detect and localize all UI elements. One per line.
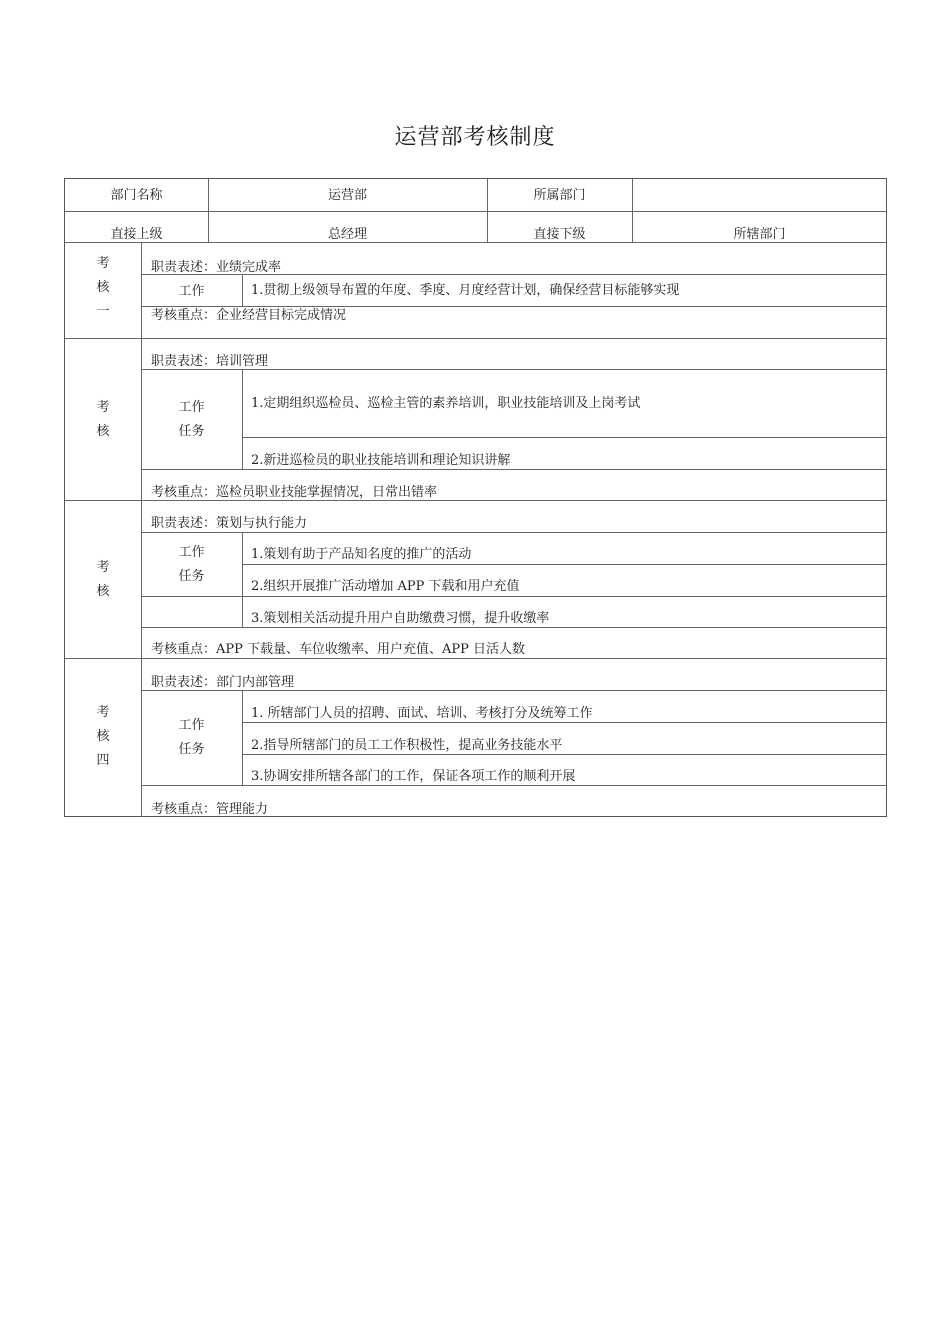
section-3-focus: 考核重点：APP 下载量、车位收缴率、用户充值、APP 日活人数 <box>151 642 526 657</box>
section-label-char: 考 <box>96 256 110 271</box>
section-4-task-label <box>141 714 242 762</box>
col-divider <box>242 690 243 785</box>
row-divider <box>242 437 887 438</box>
row-divider <box>141 627 887 628</box>
col-divider <box>632 179 633 242</box>
row-divider <box>141 306 887 307</box>
task-label-line: 任务 <box>178 742 205 757</box>
section-2-duty: 职责表述：培训管理 <box>151 354 269 369</box>
row-divider <box>65 242 887 243</box>
section-label-char: 一 <box>96 304 110 319</box>
task-label-line: 工作 <box>178 545 205 560</box>
section-1-focus: 考核重点：企业经营目标完成情况 <box>151 308 347 323</box>
section-divider <box>65 658 887 659</box>
task-label-line: 任务 <box>178 424 205 439</box>
direct-superior-label: 直接上级 <box>110 227 163 242</box>
row-divider <box>141 369 887 370</box>
col-divider <box>208 179 209 242</box>
section-label-char: 四 <box>96 753 110 768</box>
assessment-table <box>64 178 887 817</box>
row-divider <box>242 754 887 755</box>
task-label-line: 工作 <box>178 718 205 733</box>
section-4-focus: 考核重点：管理能力 <box>151 802 269 817</box>
section-3-task-1: 1.策划有助于产品知名度的推广的活动 <box>251 547 472 562</box>
section-1-label <box>65 252 141 324</box>
section-2-task-2: 2.新进巡检员的职业技能培训和理论知识讲解 <box>251 453 511 468</box>
direct-superior-value: 总经理 <box>327 227 367 242</box>
row-divider <box>141 785 887 786</box>
dept-name-value: 运营部 <box>327 188 367 203</box>
section-1-duty: 职责表述：业绩完成率 <box>151 260 282 275</box>
section-2-label <box>65 396 141 444</box>
section-4-task-3: 3.协调安排所辖各部门的工作，保证各项工作的顺利开展 <box>251 769 576 784</box>
section-2-focus: 考核重点：巡检员职业技能掌握情况，日常出错率 <box>151 485 438 500</box>
section-3-task-3: 3.策划相关活动提升用户自助缴费习惯，提升收缴率 <box>251 611 550 626</box>
task-label-line: 任务 <box>178 569 205 584</box>
section-4-label <box>65 701 141 773</box>
section-4-duty: 职责表述：部门内部管理 <box>151 675 295 690</box>
col-divider <box>242 369 243 469</box>
row-divider <box>65 211 887 212</box>
row-divider <box>141 596 887 597</box>
col-divider <box>487 179 488 242</box>
section-label-char: 核 <box>96 424 110 439</box>
page-title: 运营部考核制度 <box>394 125 556 150</box>
section-1-task-1: 1.贯彻上级领导布置的年度、季度、月度经营计划，确保经营目标能够实现 <box>251 283 680 298</box>
section-3-task-2: 2.组织开展推广活动增加 APP 下载和用户充值 <box>251 579 520 594</box>
section-label-char: 核 <box>96 280 110 295</box>
section-2-task-1: 1.定期组织巡检员、巡检主管的素养培训，职业技能培训及上岗考试 <box>251 396 641 411</box>
section-label-char: 核 <box>96 584 110 599</box>
row-divider <box>141 469 887 470</box>
row-divider <box>242 564 887 565</box>
row-divider <box>141 274 887 275</box>
section-4-task-1: 1. 所辖部门人员的招聘、面试、培训、考核打分及统筹工作 <box>251 706 593 721</box>
dept-name-label: 部门名称 <box>110 188 163 203</box>
direct-subordinate-value: 所辖部门 <box>733 227 786 242</box>
row-divider <box>141 690 887 691</box>
section-2-task-label <box>141 396 242 444</box>
direct-subordinate-label: 直接下级 <box>533 227 586 242</box>
section-label-char: 考 <box>96 400 110 415</box>
row-divider <box>141 532 887 533</box>
section-divider <box>65 500 887 501</box>
section-3-duty: 职责表述：策划与执行能力 <box>151 516 308 531</box>
col-divider <box>242 274 243 306</box>
section-divider <box>65 338 887 339</box>
section-3-label <box>65 556 141 604</box>
col-divider <box>242 532 243 627</box>
task-label-line: 工作 <box>178 400 205 415</box>
section-1-task-label: 工作 <box>178 284 205 299</box>
section-label-char: 考 <box>96 705 110 720</box>
parent-dept-label: 所属部门 <box>533 188 586 203</box>
section-label-char: 核 <box>96 729 110 744</box>
section-4-task-2: 2.指导所辖部门的员工工作积极性，提高业务技能水平 <box>251 738 563 753</box>
section-3-task-label <box>141 541 242 589</box>
row-divider <box>242 722 887 723</box>
section-label-char: 考 <box>96 560 110 575</box>
